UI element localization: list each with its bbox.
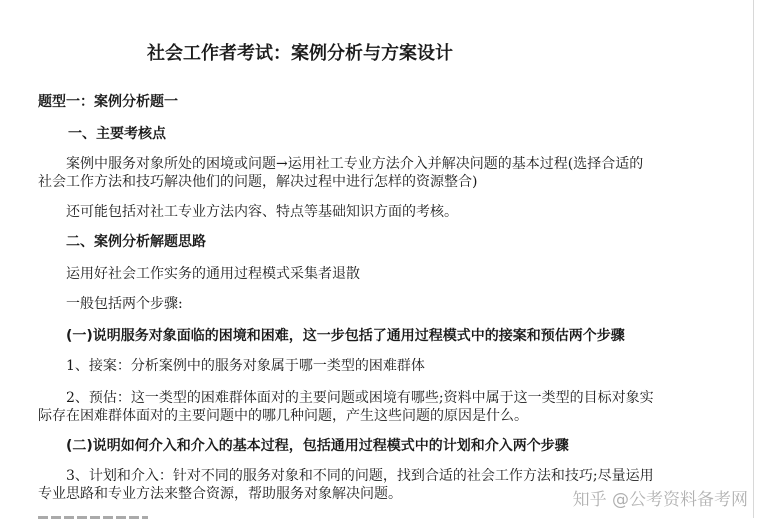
paragraph-line: 运用好社会工作实务的通用过程模式采集者退散: [66, 266, 360, 282]
paragraph-line: 2、预估：这一类型的困难群体面对的主要问题或困境有哪些;资料中属于这一类型的目标对象实: [66, 390, 654, 406]
paragraph-line: 还可能包括对社工专业方法内容、特点等基础知识方面的考核。: [66, 204, 458, 220]
watermark: [573, 485, 748, 510]
subheading-step-two: (二)说明如何介入和介入的基本过程，包括通用过程模式中的计划和介入两个步骤: [66, 438, 569, 454]
paragraph-line: 社会工作方法和技巧解决他们的问题，解决过程中进行怎样的资源整合): [38, 174, 478, 190]
paragraph-line: 际存在困难群体面对的主要问题中的哪几种问题，产生这些问题的原因是什么。: [38, 408, 528, 424]
paragraph-line: 案例中服务对象所处的困境或问题→运用社工专业方法介入并解决问题的基本过程(选择合适的: [66, 156, 644, 172]
section-heading: 题型一：案例分析题一: [38, 94, 178, 110]
document-title: 社会工作者考试：案例分析与方案设计: [147, 43, 453, 64]
heading-analysis-approach: 二、案例分析解题思路: [66, 234, 206, 250]
paragraph-line: 专业思路和专业方法来整合资源，帮助服务对象解决问题。: [38, 486, 402, 502]
watermark-text: 知乎 @公考资料备考网: [572, 490, 748, 510]
page-edge-divider: [753, 0, 754, 518]
cropped-text-line: [38, 512, 148, 522]
paragraph-line: 1、接案：分析案例中的服务对象属于哪一类型的困难群体: [66, 358, 425, 374]
subheading-step-one: (一)说明服务对象面临的困境和困难，这一步包括了通用过程模式中的接案和预估两个步骤: [66, 328, 625, 344]
paragraph-line: 一般包括两个步骤:: [66, 296, 183, 312]
paragraph-line: 3、计划和介入：针对不同的服务对象和不同的问题，找到合适的社会工作方法和技巧;尽量运用: [66, 468, 654, 484]
heading-key-points: 一、主要考核点: [68, 126, 166, 142]
